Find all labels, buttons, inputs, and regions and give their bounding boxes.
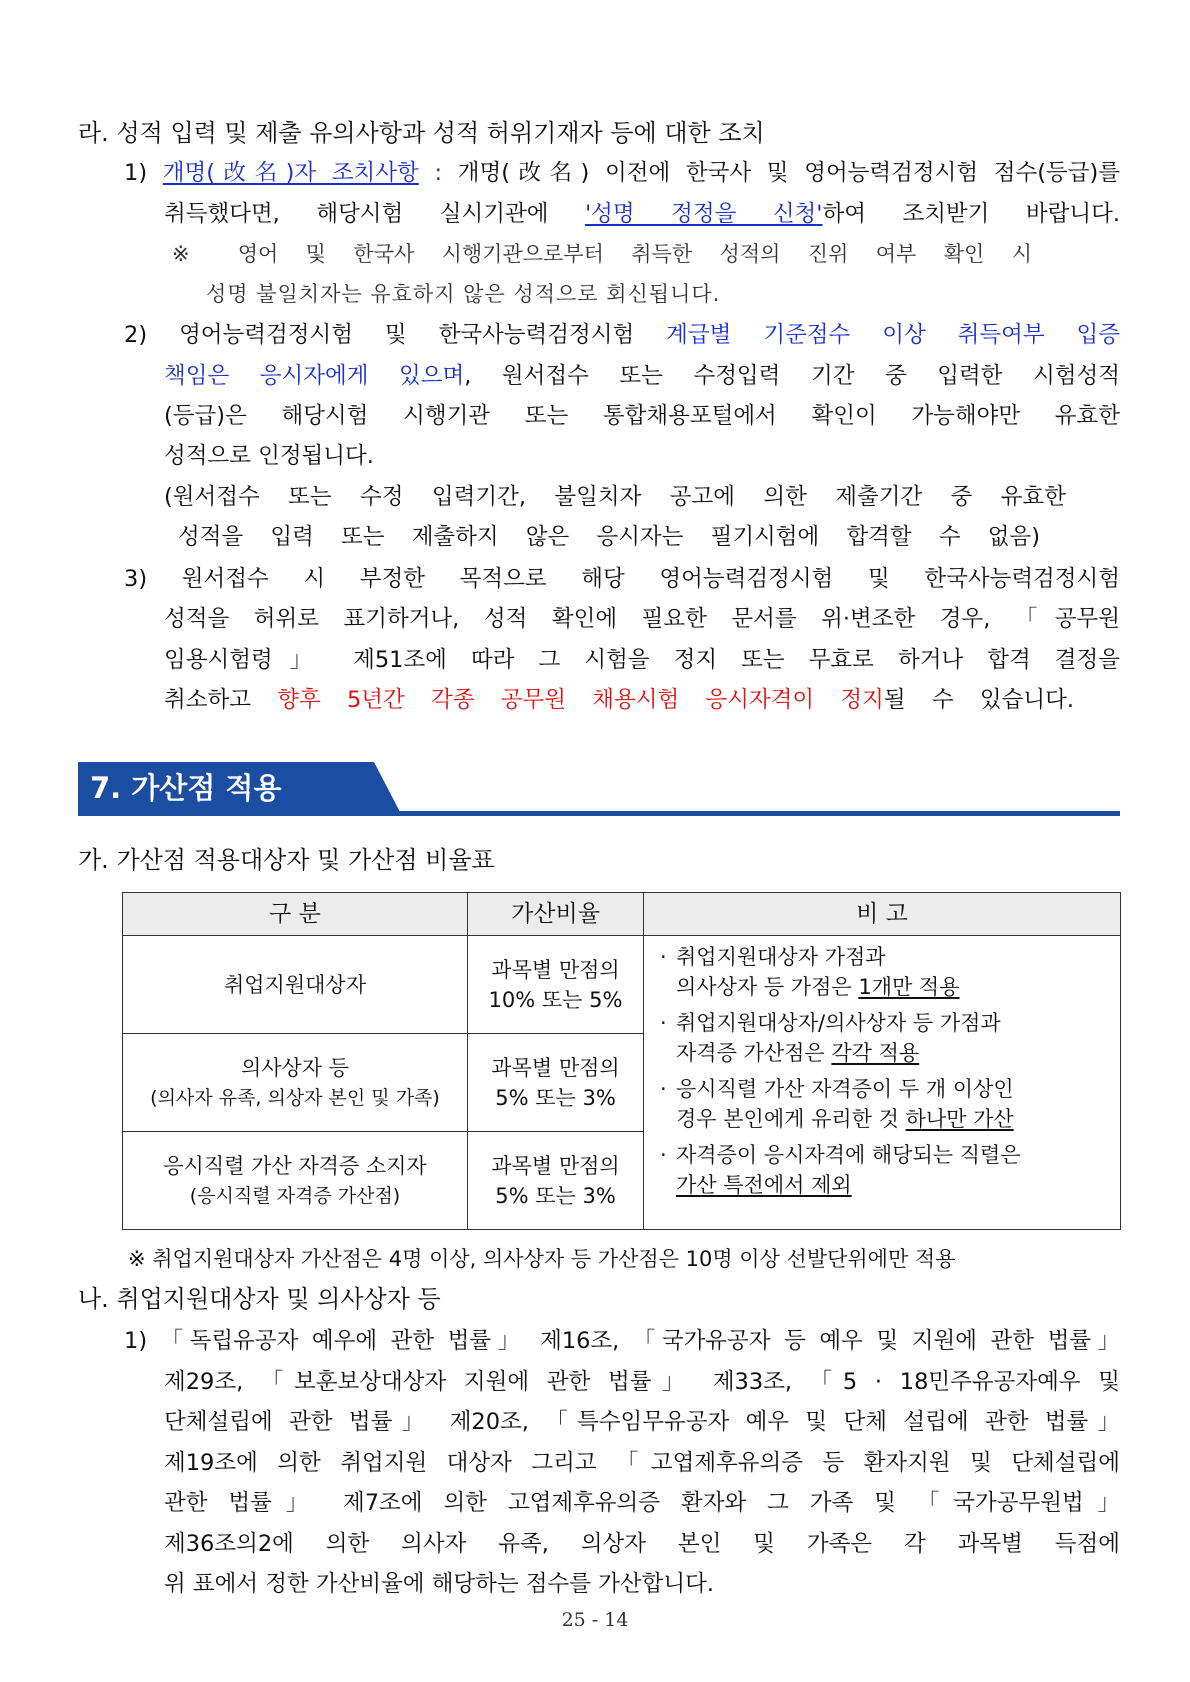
item2-paren-line2: 성적을 입력 또는 제출하지 않은 응시자는 필기시험에 합격할 수 없음)	[178, 524, 1040, 550]
ratio-line1: 과목별 만점의	[491, 957, 620, 982]
item3-line2: 성적을 허위로 표기하거나, 성적 확인에 필요한 문서를 위·변조한 경우, 「공무원	[164, 606, 1120, 632]
remark-line2	[676, 1104, 1108, 1134]
item2-line1	[124, 320, 1120, 350]
item2-line2-highlight: 책임은 응시자에게 있으며	[164, 363, 465, 389]
bullet-icon: ·	[660, 1011, 667, 1035]
ratio-line1: 과목별 만점의	[491, 1153, 620, 1178]
bullet-icon: ·	[660, 1143, 667, 1167]
category-text: 의사상자 등	[240, 1055, 350, 1080]
item3-line4	[164, 685, 1074, 715]
remark-item	[660, 1140, 1108, 1200]
remarks-cell	[644, 936, 1121, 1230]
remark-item	[660, 1008, 1108, 1068]
category-subtext: (의사자 유족, 의상자 본인 및 가족)	[150, 1086, 440, 1109]
remark-line2-underlined: 각각 적용	[831, 1041, 920, 1065]
ratio-line1: 과목별 만점의	[491, 1055, 620, 1080]
item1-line2-post: 하여 조치받기 바랍니다.	[822, 201, 1120, 227]
remark-line2-underlined: 하나만 가산	[905, 1107, 1014, 1131]
item2-number: 2)	[124, 322, 148, 348]
item3-line4-highlight: 향후 5년간 각종 공무원 채용시험 응시자격이 정지	[277, 687, 884, 713]
remark-item	[660, 942, 1108, 1002]
ratio-line2: 5% 또는 3%	[495, 1085, 616, 1110]
item2-paren-line1: (원서접수 또는 수정 입력기간, 불일치자 공고에 의한 제출기간 중 유효한	[164, 484, 1066, 510]
item1-line1	[124, 158, 1120, 188]
item3-line4-post: 될 수 있습니다.	[883, 687, 1075, 713]
remark-item	[660, 1074, 1108, 1134]
item2-line3: (등급)은 해당시험 시행기관 또는 통합채용포털에서 확인이 가능해야만 유효한	[164, 403, 1120, 429]
item3-line4-pre: 취소하고	[164, 687, 278, 713]
table-header-row	[123, 893, 1121, 936]
item1-number: 1)	[124, 160, 148, 186]
item2-line1-pre: 영어능력검정시험 및 한국사능력검정시험	[179, 322, 667, 348]
item3-number: 3)	[124, 566, 148, 592]
item1-line2	[164, 199, 1120, 229]
ratio-cell	[468, 1034, 644, 1132]
category-text: 응시직렬 가산 자격증 소지자	[163, 1153, 427, 1178]
section7-banner	[78, 762, 1120, 816]
item3-line3: 임용시험령」 제51조에 따라 그 시험을 정지 또는 무효로 하거나 합격 결정을	[164, 647, 1120, 673]
category-cell	[123, 936, 468, 1034]
category-cell	[123, 1034, 468, 1132]
remark-line2-pre: 자격증 가산점은	[676, 1041, 832, 1065]
item1-line2-pre: 취득했다면, 해당시험 실시기관에	[164, 201, 585, 227]
na-item1-number: 1)	[124, 1328, 148, 1354]
ratio-line2: 5% 또는 3%	[495, 1183, 616, 1208]
na-item1-line4: 제19조에 의한 취업지원 대상자 그리고 「고엽제후유의증 등 환자지원 및 단체설립에	[164, 1450, 1120, 1476]
na-item1-line1	[124, 1326, 1120, 1356]
bonus-points-table	[122, 892, 1121, 1230]
na-item1-line7: 위 표에서 정한 가산비율에 해당하는 점수를 가산합니다.	[164, 1571, 714, 1597]
ratio-line2: 10% 또는 5%	[488, 987, 623, 1012]
item3-line1-text: 원서접수 시 부정한 목적으로 해당 영어능력검정시험 및 한국사능력검정시험	[181, 566, 1120, 592]
remark-line2-underlined: 가산 특전에서 제외	[676, 1173, 852, 1197]
page-number: 25 - 14	[561, 1609, 629, 1631]
item2-line4: 성적으로 인정됩니다.	[164, 443, 374, 469]
remark-line1: 취업지원대상자/의사상자 등 가점과	[676, 1011, 1001, 1035]
item2-line1-highlight: 계급별 기준점수 이상 취득여부 입증	[666, 322, 1121, 348]
rename-measures-link[interactable]: 개명(改名)자 조치사항	[162, 160, 419, 186]
table-footnote: ※ 취업지원대상자 가산점은 4명 이상, 의사상자 등 가산점은 10명 이상 선발단위에만 적용	[128, 1247, 956, 1271]
item2-line2-post: , 원서접수 또는 수정입력 기간 중 입력한 시험성적	[464, 363, 1121, 389]
item1-colon: :	[418, 160, 458, 186]
remark-line2-pre: 경우 본인에게 유리한 것	[676, 1107, 906, 1131]
section-ra-heading: 라. 성적 입력 및 제출 유의사항과 성적 허위기재자 등에 대한 조치	[78, 119, 765, 147]
na-item1-line6: 제36조의2에 의한 의사자 유족, 의상자 본인 및 가족은 각 과목별 득점에	[164, 1531, 1120, 1557]
section-na-heading: 나. 취업지원대상자 및 의사상자 등	[78, 1285, 441, 1313]
remark-line2	[676, 1038, 1108, 1068]
section7-title: 7. 가산점 적용	[90, 771, 282, 805]
na-item1-line1-text: 「독립유공자 예우에 관한 법률」 제16조, 「국가유공자 등 예우 및 지원에 관한 법률」	[160, 1328, 1120, 1354]
remark-line2	[676, 972, 1108, 1002]
remark-line1: 자격증이 응시자격에 해당되는 직렬은	[676, 1143, 1021, 1167]
item2-line2	[164, 361, 1120, 391]
na-item1-line2: 제29조, 「보훈보상대상자 지원에 관한 법률」 제33조, 「5 · 18민주유공자예우 및	[164, 1369, 1120, 1395]
item1-note-line1: ※ 영어 및 한국사 시행기관으로부터 취득한 성적의 진위 여부 확인 시	[172, 242, 1032, 266]
remark-line2-pre: 의사상자 등 가점은	[676, 975, 859, 999]
header-remarks: 비 고	[644, 893, 1121, 936]
item3-line1	[124, 564, 1120, 594]
ratio-cell	[468, 1132, 644, 1230]
bullet-icon: ·	[660, 945, 667, 969]
na-item1-line3: 단체설립에 관한 법률」 제20조, 「특수임무유공자 예우 및 단체 설립에 관한 법률」	[164, 1409, 1120, 1435]
item1-line1-text: 개명(改名) 이전에 한국사 및 영어능력검정시험 점수(등급)를	[457, 160, 1121, 186]
na-item1-line5: 관한 법률」 제7조에 의한 고엽제후유의증 환자와 그 가족 및 「국가공무원법」	[164, 1490, 1120, 1516]
header-ratio: 가산비율	[468, 893, 644, 936]
category-text: 취업지원대상자	[223, 972, 366, 997]
category-subtext: (응시직렬 자격증 가산점)	[189, 1184, 401, 1207]
remark-line2	[676, 1170, 1108, 1200]
category-cell	[123, 1132, 468, 1230]
ratio-cell	[468, 936, 644, 1034]
remark-line1: 취업지원대상자 가점과	[676, 945, 886, 969]
remark-line1: 응시직렬 가산 자격증이 두 개 이상인	[676, 1077, 1014, 1101]
section-ga-heading: 가. 가산점 적용대상자 및 가산점 비율표	[78, 846, 495, 874]
table-row	[123, 936, 1121, 1034]
remark-line2-underlined: 1개만 적용	[858, 975, 960, 999]
bullet-icon: ·	[660, 1077, 667, 1101]
header-category: 구 분	[123, 893, 468, 936]
item1-note-line2: 성명 불일치자는 유효하지 않은 성적으로 회신됩니다.	[206, 282, 721, 306]
name-correction-link[interactable]: '성명 정정을 신청'	[584, 201, 823, 227]
